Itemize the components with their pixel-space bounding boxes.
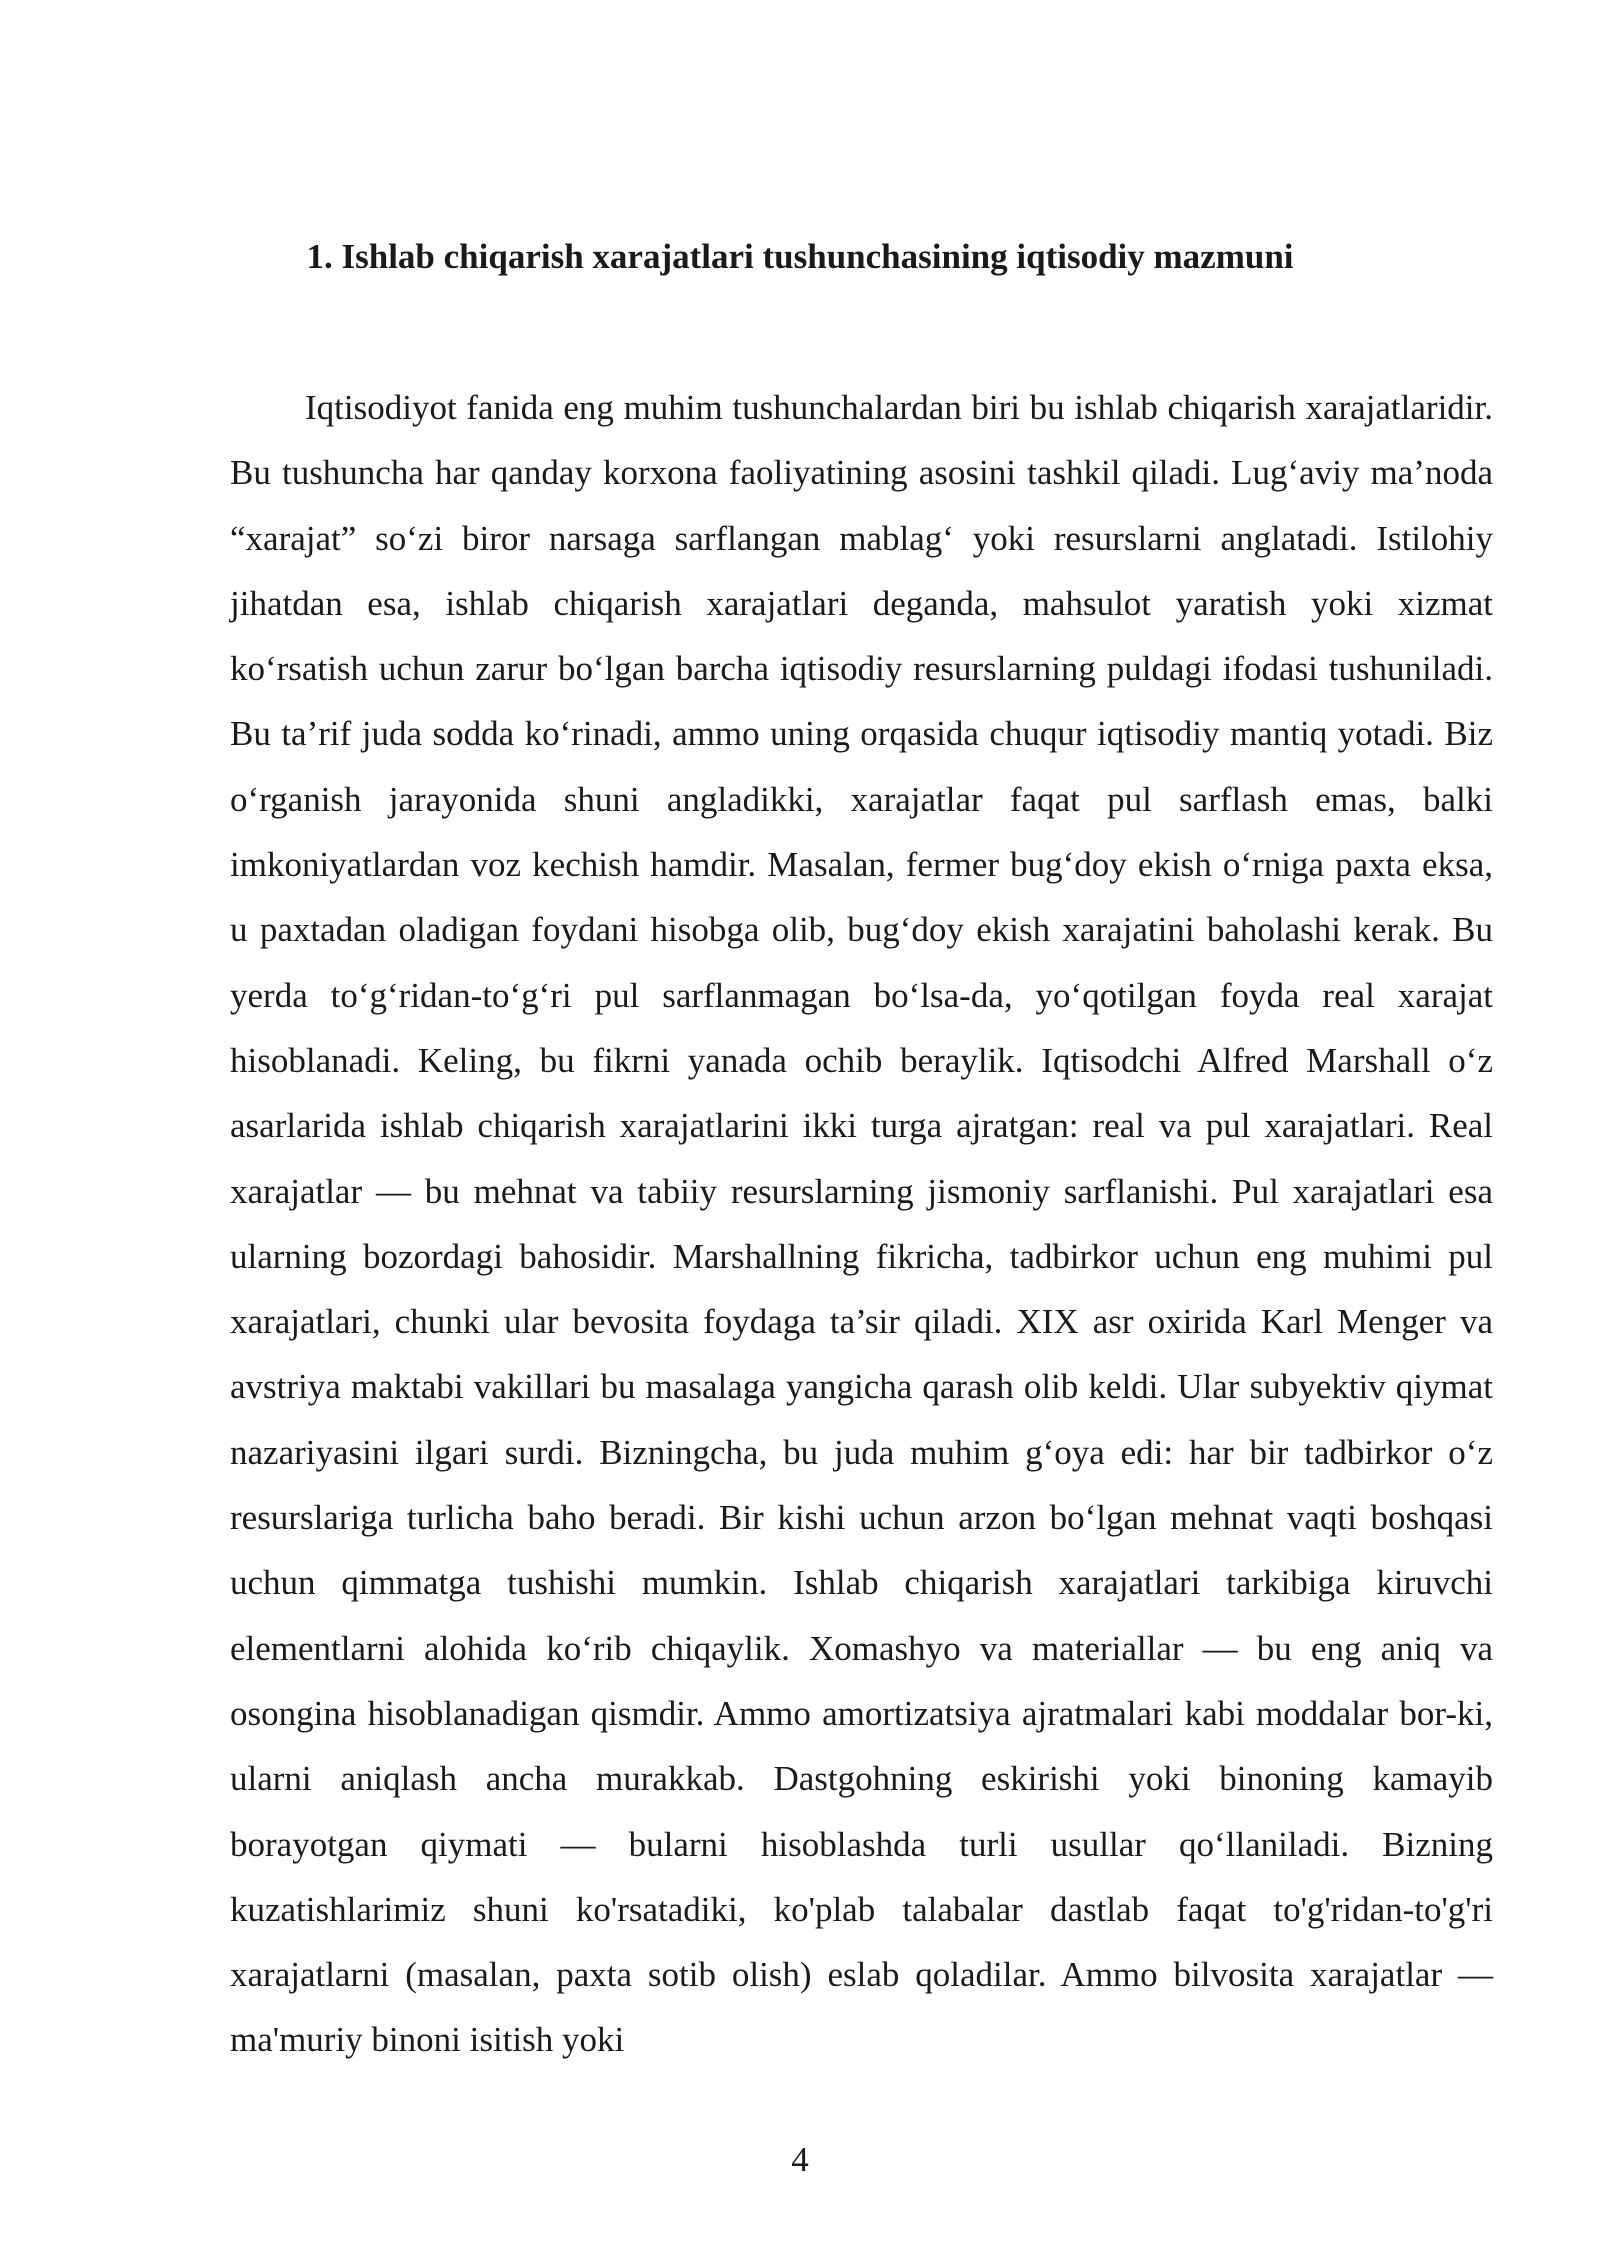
page-number: 4 [791,2140,809,2179]
section-heading: 1. Ishlab chiqarish xarajatlari tushunchasining iqtisodiy mazmuni [306,237,1294,276]
body-paragraph: Iqtisodiyot fanida eng muhim tushunchalardan biri bu ishlab chiqarish xarajatlaridir. Bu tushuncha har qanday korxona faoliyatining asosini tashkil qiladi. Lug‘aviy ma’noda “xarajat” so‘zi biror narsaga sarflangan mablag‘ yoki resurslarni anglatadi. Istilohiy jihatdan esa, ishlab chiqarish xarajatlari deganda, mahsulot yaratish yoki xizmat ko‘rsatish uchun zarur bo‘lgan barcha iqtisodiy resurslarning puldagi ifodasi tushuniladi. Bu ta’rif juda sodda ko‘rinadi, ammo uning orqasida chuqur iqtisodiy mantiq yotadi. Biz o‘rganish jarayonida shuni angladikki, xarajatlar faqat pul sarflash emas, balki imkoniyatlardan voz kechish hamdir. Masalan, fermer bug‘doy ekish o‘rniga paxta eksa, u paxtadan oladigan foydani hisobga olib, bug‘doy ekish xarajatini baholashi kerak. Bu yerda to‘g‘ridan-to‘g‘ri pul sarflanmagan bo‘lsa-da, yo‘qotilgan foyda real xarajat hisoblanadi. Keling, bu fikrni yanada ochib beraylik. Iqtisodchi Alfred Marshall o‘z asarlarida ishlab chiqarish xarajatlarini ikki turga ajratgan: real va pul xarajatlari. Real xarajatlar — bu mehnat va tabiiy resurslarning jismoniy sarflanishi. Pul xarajatlari esa ularning bozordagi bahosidir. Marshallning fikricha, tadbirkor uchun eng muhimi pul xarajatlari, chunki ular bevosita foydaga ta’sir qiladi. XIX asr oxirida Karl Menger va avstriya maktabi vakillari bu masalaga yangicha qarash olib keldi. Ular subyektiv qiymat nazariyasini ilgari surdi. Bizningcha, bu juda muhim g‘oya edi: har bir tadbirkor o‘z resurslariga turlicha baho beradi. Bir kishi uchun arzon bo‘lgan mehnat vaqti boshqasi uchun qimmatga tushishi mumkin. Ishlab chiqarish xarajatlari tarkibiga kiruvchi elementlarni alohida ko‘rib chiqaylik. Xomashyo va materiallar — bu eng aniq va osongina hisoblanadigan qismdir. Ammo amortizatsiya ajratmalari kabi moddalar bor-ki, ularni aniqlash ancha murakkab. Dastgohning eskirishi yoki binoning kamayib borayotgan qiymati — bularni hisoblashda turli usullar qo‘llaniladi. Bizning kuzatishlarimiz shuni ko'rsatadiki, ko'plab talabalar dastlab faqat to'g'ridan-to'g'ri xarajatlarni (masalan, paxta sotib olish) eslab qoladilar. Ammo bilvosita xarajatlar — ma'muriy binoni isitish yoki [230,388,1493,2060]
